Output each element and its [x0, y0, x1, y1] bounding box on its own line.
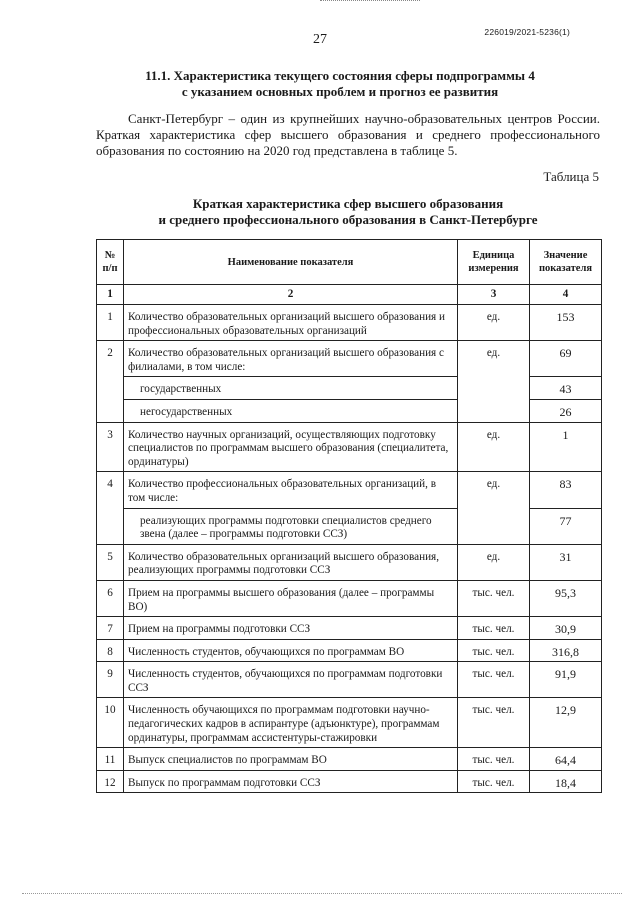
value-cell: 1	[530, 422, 602, 472]
column-number: 3	[458, 285, 530, 305]
unit-cell: тыс. чел.	[458, 639, 530, 662]
unit-cell: тыс. чел.	[458, 580, 530, 616]
indicator-name: Количество научных организаций, осуществляющих подготовку специалистов по программам высшего образования (специалитета, ординатуры)	[124, 422, 458, 472]
table-row	[97, 580, 602, 616]
table-row	[97, 748, 602, 771]
intro-paragraph: Санкт-Петербург – один из крупнейших научно-образовательных центров России. Краткая характеристика сфер высшего образования и среднего профессионального образования по состоянию на 2020 год представлена в таблице 5.	[96, 111, 600, 158]
indicator-name: Количество образовательных организаций высшего образования с филиалами, в том числе:	[124, 341, 458, 377]
value-cell: 95,3	[530, 580, 602, 616]
row-number: 4	[97, 472, 124, 544]
column-number: 2	[124, 285, 458, 305]
sub-indicator-name: государственных	[124, 377, 458, 400]
indicator-name: Количество профессиональных образовательных организаций, в том числе:	[124, 472, 458, 508]
page-number: 27	[313, 32, 327, 47]
top-scan-line	[320, 0, 420, 2]
table-row	[97, 341, 602, 377]
unit-cell: ед.	[458, 472, 530, 544]
indicator-name: Прием на программы высшего образования (далее – программы ВО)	[124, 580, 458, 616]
row-number: 7	[97, 617, 124, 640]
section-heading-line-2: с указанием основных проблем и прогноз ее развития	[181, 84, 499, 99]
table-row	[97, 698, 602, 748]
value-cell: 91,9	[530, 662, 602, 698]
row-number: 2	[97, 341, 124, 422]
value-cell: 77	[530, 508, 602, 544]
unit-cell: тыс. чел.	[458, 698, 530, 748]
value-cell: 69	[530, 341, 602, 377]
indicator-name: Численность студентов, обучающихся по программам ВО	[124, 639, 458, 662]
sub-indicator-name: негосударственных	[124, 399, 458, 422]
table-title-line-1: Краткая характеристика сфер высшего образования	[192, 196, 504, 211]
section-heading	[100, 68, 580, 100]
unit-cell: тыс. чел.	[458, 770, 530, 793]
table-label: Таблица 5	[543, 169, 599, 184]
table-row	[97, 770, 602, 793]
table-title-line-2: и среднего профессионального образования в Санкт-Петербурге	[158, 212, 538, 227]
row-number: 11	[97, 748, 124, 771]
column-number: 1	[97, 285, 124, 305]
unit-cell: ед.	[458, 305, 530, 341]
unit-cell: ед.	[458, 341, 530, 422]
row-number: 10	[97, 698, 124, 748]
table-row	[97, 617, 602, 640]
indicator-name: Численность студентов, обучающихся по программам подготовки ССЗ	[124, 662, 458, 698]
unit-cell: тыс. чел.	[458, 748, 530, 771]
value-cell: 12,9	[530, 698, 602, 748]
header-value: Значение показателя	[530, 240, 602, 285]
row-number: 6	[97, 580, 124, 616]
table-header-row	[97, 240, 602, 285]
value-cell: 64,4	[530, 748, 602, 771]
header-number: № п/п	[97, 240, 124, 285]
indicator-name: Количество образовательных организаций высшего образования и профессиональных образовательных организаций	[124, 305, 458, 341]
sub-indicator-name: реализующих программы подготовки специалистов среднего звена (далее – программы подготовки ССЗ)	[124, 508, 458, 544]
unit-cell: тыс. чел.	[458, 662, 530, 698]
table-row	[97, 422, 602, 472]
table-row	[97, 472, 602, 508]
row-number: 8	[97, 639, 124, 662]
indicators-table	[96, 239, 602, 793]
table-row	[97, 544, 602, 580]
indicator-name: Прием на программы подготовки ССЗ	[124, 617, 458, 640]
row-number: 5	[97, 544, 124, 580]
table-row	[97, 662, 602, 698]
row-number: 3	[97, 422, 124, 472]
value-cell: 26	[530, 399, 602, 422]
value-cell: 316,8	[530, 639, 602, 662]
section-heading-line-1: 11.1. Характеристика текущего состояния сферы подпрограммы 4	[145, 68, 535, 83]
column-number-row	[97, 285, 602, 305]
row-number: 9	[97, 662, 124, 698]
document-number: 226019/2021-5236(1)	[484, 27, 570, 37]
indicator-name: Выпуск по программам подготовки ССЗ	[124, 770, 458, 793]
column-number: 4	[530, 285, 602, 305]
bottom-scan-line	[22, 893, 622, 897]
value-cell: 18,4	[530, 770, 602, 793]
indicator-name: Количество образовательных организаций высшего образования, реализующих программы подготовки ССЗ	[124, 544, 458, 580]
row-number: 12	[97, 770, 124, 793]
unit-cell: ед.	[458, 544, 530, 580]
header-unit: Единица измерения	[458, 240, 530, 285]
unit-cell: тыс. чел.	[458, 617, 530, 640]
intro-text	[96, 111, 600, 159]
indicator-name: Численность обучающихся по программам подготовки научно-педагогических кадров в аспирантуре (адъюнктуре), программам ординатуры, программам ассистентуры-стажировки	[124, 698, 458, 748]
value-cell: 153	[530, 305, 602, 341]
table-row	[97, 639, 602, 662]
header-indicator-name: Наименование показателя	[124, 240, 458, 285]
indicator-name: Выпуск специалистов по программам ВО	[124, 748, 458, 771]
table-row	[97, 305, 602, 341]
table-title	[96, 196, 600, 228]
value-cell: 30,9	[530, 617, 602, 640]
value-cell: 83	[530, 472, 602, 508]
value-cell: 31	[530, 544, 602, 580]
row-number: 1	[97, 305, 124, 341]
unit-cell: ед.	[458, 422, 530, 472]
value-cell: 43	[530, 377, 602, 400]
